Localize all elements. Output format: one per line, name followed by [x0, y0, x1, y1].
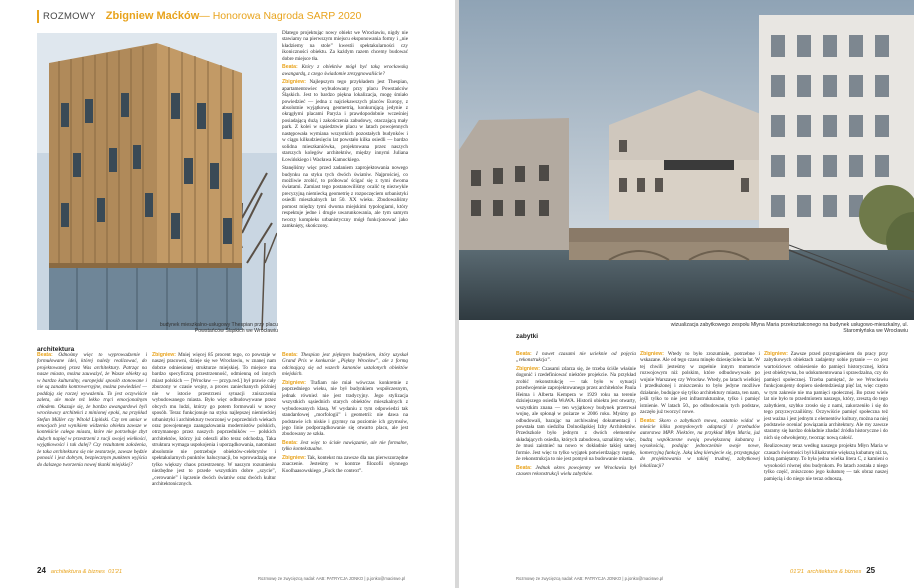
- paragraph-text: I nawet czasami nie ucieknie od pojęcia „rekonstrukcja”.: [516, 351, 636, 364]
- paragraph: [640, 418, 760, 470]
- paragraph: [282, 64, 408, 77]
- paragraph-text: Jest więc to ścisłe nawiązanie, ale nie formalne, tylko kontekstualne.: [282, 439, 408, 453]
- text-column-4: [282, 352, 408, 476]
- speaker-label: Zbigniew:: [516, 365, 540, 372]
- paragraph: [152, 352, 276, 488]
- page-header: [37, 7, 361, 25]
- speaker-label: Zbigniew:: [282, 379, 306, 386]
- paragraph-text: Trafiam nie miał wówczas konkretnie z poprzedniego wieku, nie był budynkiem współczesnym, jednak również nie jest tradycyjny. Jego stylizacja wszystkich sąsiednich starych obiektów mieszkalnych z wybudowanych klasą. W wydaniu z tym odpowiedzi tak standardowej „morfologii” i geometrii: nie dawa na podstawie ich niskie i gzymsy na poziomie ich gzymsów, jego linie podporządkowanie się otwarto placu, ale jest zbudowany ze szkła.: [282, 379, 408, 438]
- speaker-label: Beata:: [640, 417, 656, 424]
- paragraph-text: Który z obiektów mógł być taką wrocławską awangardą, z czego świadomie zrezygnowaliście?: [282, 64, 408, 77]
- issue-left: 01'21: [108, 569, 123, 575]
- speaker-label: Zbigniew:: [152, 352, 176, 358]
- speaker-label: Beata:: [282, 64, 298, 71]
- paragraph-text: Stanęliśmy więc przed zadaniem zaprojektowania nowego budynku na styku tych dwóch światów. Najprościej, co możliwie zrobić, to próbować ścigać się z tymi dwoma światami. Zamiast tego postanowiliśmy ocalić tę niezwykle precyzyjną niemiecką geometrię z rozpoczęciem urbanistyki osiedli mieszkalnych lat 50. XX wieku. Zbudowaliśmy pomost między tymi dwoma miejskimi typologiami, który respektuje jedne i drugie uwarunkowania, ale tym samym tworzy kompleks urbanistyczny mógł funkcjonować jako zamknięty, skończony.: [282, 165, 408, 230]
- paragraph-text: Thespian jest pięknym budynkiem, który uzyskał Grand Prix w konkursie „Piękny Wrocław”, ale z formą odcinającą się od wszech kanonów ustalonych obiektów miejskich.: [282, 352, 408, 378]
- mlyn-maria-photo: [459, 0, 914, 320]
- photo-caption-thespian: budynek mieszkalno-usługowy Thespian przy placu Powstańców Śląskich we Wrocławiu: [159, 322, 278, 335]
- paragraph: [282, 352, 408, 378]
- text-column-1: [37, 352, 147, 470]
- speaker-label: Beata:: [282, 352, 298, 358]
- paragraph-text: Realizowany teraz według naszego projektu Młyn Maria w czasach świetności był kilkakrotnie większą kubaturę niż ta, którą pamiętamy. To była jedna wielka litera C, z kamieni o wysokości równej obu budynkom. Po latach została z niego tylko część, zniszczono jego kubaturę — tak obraz naszej pamięcią i do niego nie teraz odnoszą.: [764, 443, 888, 482]
- speaker-label: Beata:: [282, 439, 298, 446]
- interviewee-name: Zbigniew Maćków: [105, 10, 200, 22]
- text-column-7: [764, 351, 888, 484]
- footer-left: [37, 566, 122, 575]
- magazine-name-left: architektura & biznes: [50, 569, 105, 575]
- paragraph-text: Odnośmy więc to wyprowadzenie i formułowane idei, której należy realizować, do projektowanej przez Was architektury. Patrząc na nasze miasto, można zauważyć, że Wasze obiekty są w bardzo kulturalny, europejski sposób stonowane i nie są zanadto kontrowersyjne, można powiedzieć — poddają się raczej wyważeniu. To jest oczywiście zaleta, ale może też lekko trąci emocjonalnym chłodem. Okazuje się, że bardzo awangardowi byli wrocławscy architekci z minionej epoki, na przykład Stefan Müller czy Witold Lipiński. Czy ten umiar w emocjach jest wynikiem widzenia obiektu zawsze w kontekście całego miasta, które nie potrzebuje zbyt dużych napięć w przestrzeni z racji swojej wielkości, wyjątkowości i tak dalej? Czy rezultatem założenia, że taka architektura się nie zestarzeje, zawsze będzie ponosić i jest dobrym, bezpiecznym punktem wyjścia do dalszego tworzenia nowej tkanki miejskiej?: [37, 352, 147, 468]
- thespian-building-photo: [37, 33, 277, 330]
- thespian-building-illustration: [37, 33, 277, 330]
- paragraph-text: Czasami zdarza się, że trzeba ściśle właśnie dogonić i rzedefiniować niektóre projekcie. Na przykład zrobić rekonstrukcję — tak było w sytuacji przedwojennie zaprojektowanego przez architektów Paula Heima i Alberta Kempera w 1929 roku na terenie dzisiejszego osiedla WuWA. Historii obiektu jest otwarty, wszystkim znana — ten wyjątkowy budynek przetrwał wojnę, ale spłonął w pożarze w 2006 roku. Myśmy go odbudowali, bazując na archiwalnej dokumentacji i powstała tam siedziba Dolnośląskiej Izby Architektów. Przedszkole było jednym z dwóch elementów składających osiedla, których zabudowa, uznaliśmy więc, że musi zaistnieć na nowo w dokładnie takiej samej formie. Jest więc to tylko wyjątek potwierdzający regułę, że rekonstrukcja to nie jest pomysł na budowanie miasta.: [516, 365, 636, 463]
- photo-caption-mlyn-maria: wizualizacja zabytkowego zespołu Młyna Maria przekształconego na budynek usługowo-mieszkalny, ul. Staromłyńska we Wrocławiu: [670, 322, 908, 335]
- text-column-2: [152, 352, 276, 490]
- text-column-6: [640, 351, 760, 471]
- magazine-name-right: architektura & biznes: [807, 569, 862, 575]
- paragraph: [516, 366, 636, 463]
- speaker-label: Beata:: [37, 352, 53, 358]
- header-accent-bar: [37, 10, 39, 23]
- footer-right: [790, 566, 875, 575]
- page-number-left: 24: [37, 566, 46, 575]
- paragraph: [37, 352, 147, 468]
- paragraph-text: Dlatego projektując nowy obiekt we Wrocławiu, nigdy nie stawiamy na pierwszym miejscu eksponowania formy i „nie kładziemy na stole” kwestii spektakularności czy ikoniczności obiektu. Za każdym razem chcemy budować dobre miejsce tła.: [282, 30, 408, 62]
- paragraph-text: Skoro o zabytkach mowa, ostatnio widać w mieście kilka pomysłowych adaptacji i przebudów autorstwa MPP. Niektóre, na przykład Młyn Maria, już budzą współczesne swoją powiększoną kubaturą i wysokością, podając jednocześnie swoje nowe, komercyjną funkcję. Jaką ideą kierujecie się, przystępując do projektowania w takiej trudnej, zabytkowej lokalizacji?: [640, 417, 760, 469]
- speaker-label: Zbigniew:: [764, 351, 788, 357]
- paragraph: [282, 455, 408, 474]
- credit-left: Rozmowę ze zwycięzcą nadał: AAB: PATRYCJA JONKO | p.jonko@maciswe.pl: [258, 576, 406, 581]
- section-label-monuments: zabytki: [516, 333, 539, 340]
- award-title: — Honorowa Nagroda SARP 2020: [199, 10, 362, 22]
- text-column-3: [282, 30, 408, 232]
- paragraph-text: Jednak okres powojenny we Wrocławiu był czasem rekonstrukcji wielu zabytków.: [516, 464, 636, 478]
- paragraph: [516, 351, 636, 364]
- issue-right: 01'21: [790, 569, 805, 575]
- paragraph-text: Zawsze przed przystąpieniem do pracy przy zabytkowych obiektach zadajemy sobie pytanie — co jest wartościowe: odniesienie do pamięci historycznej, która jest obiektywna, bo udokumentowana i sprawdzalna, czy do pamięci społecznej. Trzeba pamiętać, że we Wrocławiu funkcjonujemy dopiero siedemdziesiąt pięć lat, więc często w tym zakresie nie ma pamięci społecznej. Bo przez wiele lat nie było to przedmiotem naszego, który, zresztą do tego zabytkiem, szybko zrosło się z nami, zakorzeniło i się do tego przyzwyczailiśmy. Oczywiście pamięć społeczna też jest ważna i jest jednym z elementów kultury, można na niej podstawie oceniać powiązania architektury. Ale my zawsze staramy się bardzo dokładnie zbadać źródła historyczne i do nich się odwołujemy, tworząc nową całość.: [764, 351, 889, 441]
- text-column-5: [516, 351, 636, 480]
- paragraph: [640, 351, 760, 416]
- paragraph-text: Tak, kontekst ma zawsze dla nas pierwszorzędne znaczenie. Jesteśmy w kontrze filozofii słynnego Koolhaasowskiego „Fuck the context”.: [282, 454, 408, 474]
- paragraph: [516, 465, 636, 478]
- paragraph: [282, 380, 408, 438]
- speaker-label: Zbigniew:: [282, 79, 306, 86]
- credit-right: Rozmowę ze zwycięzcą nadał: AAB: PATRYCJA JONKO | p.jonko@maciswe.pl: [516, 576, 664, 581]
- paragraph-text: Wtedy to było zrozumiałe, potrzebne i wskazane. Ale od tego czasu minęło dziesięciolecia lat. W tej chwili jesteśmy w zupełnie innym momencie rozwojowym niż polskim, które odbudowywało po wojnie Warszawę czy Wrocław. Wtedy, po latach wielkiej i przedłużonej i zniszczeniu to było jedyne możliwe działanie, budujące się tylko architektury miasta, ten nam, jeśli tylko to nie jest infrastrukturalne, tylko i pamięć istnienie. W latach 50., po odbudowaniu tych podstaw, zaczęło już tworzyć nowe.: [640, 351, 760, 416]
- section-label-architecture: architektura: [37, 346, 75, 353]
- paragraph: [282, 30, 408, 62]
- page-number-right: 25: [866, 566, 876, 575]
- paragraph: [282, 440, 408, 453]
- speaker-label: Beata:: [516, 351, 532, 357]
- speaker-label: Zbigniew:: [282, 454, 306, 461]
- speaker-label: Beata:: [516, 464, 532, 471]
- mlyn-maria-illustration: [459, 0, 914, 320]
- paragraph-text: Mniej więcej 85 procent tego, co powstaje w naszej pracowni, dzieje się we Wrocławiu, w znanej nam dobrze odniesionej strukturze miejskiej. To miejsce ma bardzo specyficzną przestrzenność, odmienną od innych miast polskich — [Wrocław — przyp.red.] był prawie cały zburzony w czasie wojny, a proces zaniechanych później nie w istocie przestrzeni sytuacji zniszczenia wybudowanego miasta. Było więc odbudowywane przez obcych mu ludzi, którzy go potem formowali w nowy sposób. Teraz funkcjonuje na styku najlepszej niemieckiej urbanistyki i architektury tworzonej w poprzednich wiekach oraz powojennego zaangażowania modernistów polskich, otrzymanego przez naszych poprzedników — polskich architektów, którzy już odeszli albo teraz odchodzą. Taka struktura wymaga uspokojenia i uporządkowania, natomiast absolutnie nie potrzebuje obiektów-celebrytów i spektakularnych punktów halucynacji, bo wprowadzają one tylko większy chaos przestrzenny. W naszym rozumieniu niezbędne jest to przede wszystkim dobre „szycie”, „cerowanie” i łączenie dwóch światów oraz dwóch kultur architektonicznych.: [152, 352, 277, 488]
- paragraph: [764, 443, 888, 482]
- paragraph: [282, 165, 408, 230]
- speaker-label: Zbigniew:: [640, 351, 664, 357]
- section-title: ROZMOWY: [43, 10, 96, 22]
- paragraph-text: Najlepszym tego przykładem jest Thespian, apartamentowiec wybudowany przy placu Powstańców Śląskich. Jest to bardzo piękna lokalizacja, mogę śmiało powiedzieć — jedna z najciekawszych placów Europy, z absolutnie wyjątkową geometrią, konkurującą jedynie z okrągłymi placami Paryża i prawdopodobnie wcześniej posiadającą dużą i zakończenia zabudowy, otaczającą mały park. Z kolei w sąsiedztwie placu w latach powojennych następowała wymiana wszystkich pozostałych budynków i w ciągu kilkudziesięciu lat powstało kilka osiedli — bardzo solidna mieszkaniówka, projektowana przez naszych starszych kolegów architektów, między innymi Juliana Łowińskiego i Wacława Kamockiego.: [282, 79, 408, 163]
- paragraph: [282, 79, 408, 163]
- paragraph: [764, 351, 888, 441]
